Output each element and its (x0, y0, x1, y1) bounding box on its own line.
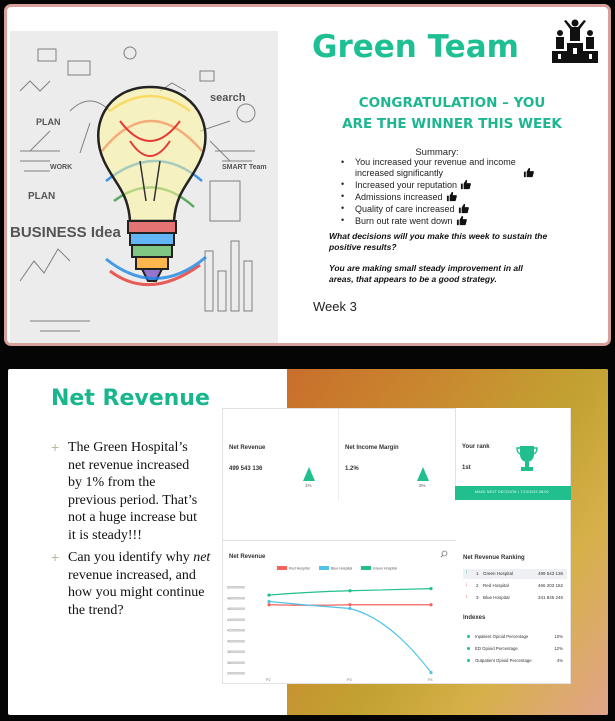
card-title: Net Revenue (229, 445, 266, 451)
team-title: Green Team (312, 29, 519, 65)
question-text: What decisions will you make this week to sustain the positive results? (329, 231, 548, 252)
summary-item (341, 157, 546, 179)
summary-item-text: You increased your revenue and income increased significantly (355, 157, 516, 178)
x-tick-label: P3 (347, 678, 352, 682)
y-tick-label: 420000000 (227, 628, 245, 633)
card-value: 499 543 136 (229, 466, 263, 472)
summary-item-text: Burn out rate went down (355, 216, 453, 226)
ranking-name: Green Hospital (483, 571, 514, 576)
legend-swatch (361, 566, 371, 570)
index-dot (467, 647, 470, 650)
bullet-emphasis: net (193, 550, 211, 565)
net-revenue-card (223, 409, 339, 501)
advice-text: You are making small steady improvement in all areas, that appears to be a good strategy. (329, 263, 523, 284)
summary-item-text: Increased your reputation (355, 180, 458, 190)
ranking-position: 2 (476, 583, 479, 588)
data-point[interactable] (429, 671, 432, 674)
ranking-value: 499 543 136 (537, 571, 563, 576)
ranking-position: 3 (476, 595, 479, 600)
legend-swatch (319, 566, 329, 570)
net-revenue-slide (8, 369, 608, 715)
ranking-row (463, 569, 567, 579)
winner-slide (4, 4, 611, 346)
data-point[interactable] (267, 593, 270, 596)
summary-item (341, 215, 546, 227)
card-value: 1.2% (345, 466, 359, 472)
index-name: Outpatient Opioid Percentage (475, 658, 532, 663)
net-revenue-line-chart (223, 559, 455, 685)
thumbs-up-icon (456, 215, 467, 226)
index-name: ED Opioid Percentage (475, 646, 518, 651)
next-decision-text: MAKE NEXT DECISION • 7/13/2022 08:00 (475, 490, 549, 494)
bullet-text: Can you identify why (68, 550, 194, 565)
data-point[interactable] (348, 589, 351, 592)
index-row (463, 658, 567, 667)
net-income-card (339, 409, 456, 501)
bullet-point: + The Green Hospital’s net revenue increased by 1% from the previous period. That’s not a huge increase but it is steady!!! (51, 439, 201, 544)
congrats-line: ARE THE WINNER THIS WEEK (342, 116, 562, 132)
data-point[interactable] (348, 603, 351, 606)
summary-item (341, 203, 546, 215)
x-tick-label: P4 (428, 678, 433, 682)
summary-list (341, 157, 546, 227)
thumbs-up-icon (460, 179, 471, 190)
summary-title: Summary: (415, 147, 459, 158)
ranking-title: Net Revenue Ranking (463, 555, 525, 561)
data-point[interactable] (267, 603, 270, 606)
y-tick-label: 380000000 (227, 650, 245, 654)
ranking-name: Blue Hospital (483, 595, 510, 600)
index-name: Inpatient Opioid Percentage (475, 634, 529, 639)
thumbs-up-icon (446, 191, 457, 202)
bulb-word: PLAN (28, 191, 56, 202)
indexes-title: Indexes (463, 615, 486, 621)
y-tick-label: 500000000 (227, 585, 245, 590)
congratulation-heading (319, 93, 585, 135)
ranking-row (463, 581, 567, 591)
podium-icon (550, 17, 600, 65)
index-dot (467, 659, 470, 662)
next-decision-bar[interactable] (455, 486, 571, 500)
thumbs-up-icon (458, 203, 469, 214)
arrow-up-icon: ↑ (465, 570, 468, 576)
card-percent: 3% (419, 483, 426, 488)
trophy-icon (516, 445, 538, 473)
y-tick-label: 400000000 (227, 639, 245, 644)
card-percent: 1% (305, 483, 312, 488)
y-tick-label: 360000000 (227, 660, 245, 665)
arrow-down-icon: ↓ (465, 594, 468, 600)
thumbs-up-icon (523, 167, 534, 178)
index-row (463, 634, 567, 643)
legend-label: Green Hospital (373, 566, 397, 571)
series-line (269, 602, 431, 673)
ranking-value: 466 203 152 (537, 583, 563, 588)
bullet-point (51, 549, 221, 619)
index-value: 12% (554, 646, 563, 651)
x-tick-label: P2 (266, 678, 271, 682)
index-row (463, 646, 567, 655)
index-value: 4% (556, 658, 563, 663)
data-point[interactable] (267, 600, 270, 603)
lightbulb-illustration (10, 31, 278, 343)
bulb-word: WORK (50, 164, 73, 171)
congrats-line: CONGRATULATION – YOU (358, 95, 546, 111)
bulb-word: search (210, 92, 246, 104)
y-tick-label: 440000000 (227, 617, 245, 622)
legend-label: Blue Hospital (331, 566, 353, 571)
data-point[interactable] (429, 603, 432, 606)
ranking-row (463, 593, 567, 603)
index-dot (467, 635, 470, 638)
ranking-name: Red Hospital (483, 583, 509, 588)
summary-item-text: Quality of care increased (355, 204, 455, 214)
divider (223, 540, 456, 541)
bulb-word: PLAN (36, 117, 61, 127)
data-point[interactable] (348, 607, 351, 610)
summary-item (341, 179, 546, 191)
bullet-text: revenue increased, and how you might continue the trend? (68, 567, 205, 618)
data-point[interactable] (429, 587, 432, 590)
arrow-down-icon: ↓ (465, 582, 468, 588)
bulb-word: SMART Team (222, 164, 267, 171)
chart-title: Net Revenue (229, 554, 266, 560)
ranking-position: 1 (476, 571, 479, 576)
search-icon[interactable] (440, 550, 448, 558)
rank-value: 1st (462, 465, 471, 471)
summary-item-text: Admissions increased (355, 192, 443, 202)
summary-item (341, 191, 546, 203)
slide-title: Net Revenue (51, 386, 210, 411)
up-arrow-icon (303, 467, 315, 481)
y-tick-label: 480000000 (227, 596, 245, 601)
y-tick-label: 340000000 (227, 671, 245, 676)
week-label: Week 3 (313, 299, 357, 314)
card-title: Net Income Margin (345, 445, 399, 451)
bulb-word: BUSINESS Idea (10, 224, 121, 241)
legend-swatch (277, 566, 287, 570)
up-arrow-icon (417, 467, 429, 481)
legend-label: Red Hospital (289, 566, 310, 571)
y-tick-label: 460000000 (227, 607, 245, 611)
rank-title: Your rank (462, 444, 490, 450)
index-value: 10% (554, 634, 563, 639)
ranking-value: 341 845 246 (537, 595, 563, 600)
